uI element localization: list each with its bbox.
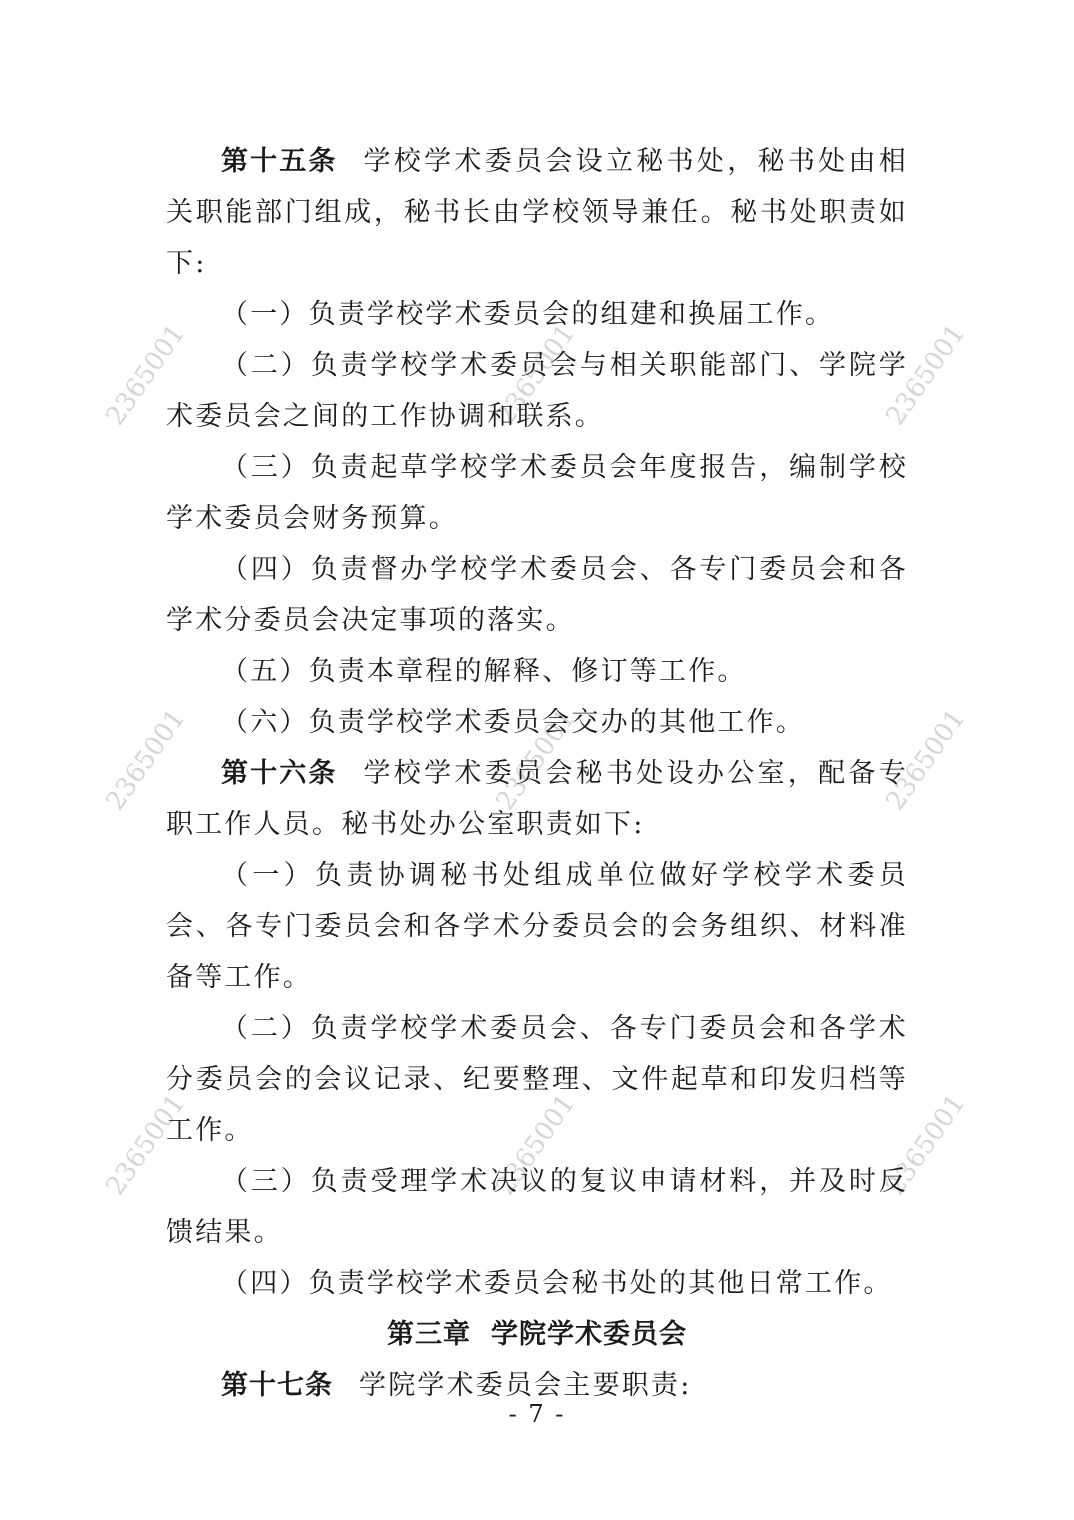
watermark: 2365001: [490, 703, 582, 817]
chapter-number: 第三章: [387, 1319, 471, 1350]
watermark: 2365001: [100, 703, 192, 817]
watermark: 2365001: [100, 318, 192, 432]
chapter-title: 学院学术委员会: [491, 1319, 687, 1350]
article-17: [166, 1360, 908, 1411]
chapter-heading: [166, 1309, 908, 1360]
list-item: （二）负责学校学术委员会、各专门委员会和各学术分委员会的会议记录、纪要整理、文件起草和印发归档等工作。: [166, 1013, 908, 1146]
document-body: [166, 136, 908, 1411]
watermark: 2365001: [880, 703, 972, 817]
list-item: （五）负责本章程的解释、修订等工作。: [221, 656, 747, 687]
article-15: [166, 136, 908, 289]
watermark: 2365001: [490, 1088, 582, 1202]
list-item: （四）负责督办学校学术委员会、各专门委员会和各学术分委员会决定事项的落实。: [166, 554, 908, 636]
article-label: 第十七条: [221, 1370, 333, 1401]
list-item: （六）负责学校学术委员会交办的其他工作。: [221, 707, 805, 738]
list-item: （三）负责受理学术决议的复议申请材料，并及时反馈结果。: [166, 1166, 908, 1248]
article-label: 第十五条: [221, 146, 338, 177]
list-item: （一）负责协调秘书处组成单位做好学校学术委员会、各专门委员会和各学术分委员会的会务组织、材料准备等工作。: [166, 860, 908, 993]
watermark: 2365001: [490, 318, 582, 432]
page-number: - 7 -: [508, 1400, 566, 1428]
article-label: 第十六条: [221, 758, 338, 789]
list-item: （四）负责学校学术委员会秘书处的其他日常工作。: [221, 1268, 893, 1299]
article-text: 学校学术委员会设立秘书处，秘书处由相关职能部门组成，秘书长由学校领导兼任。秘书处职责如下:: [166, 146, 909, 279]
watermark: 2365001: [880, 1088, 972, 1202]
list-item: （二）负责学校学术委员会与相关职能部门、学院学术委员会之间的工作协调和联系。: [166, 350, 908, 432]
watermark: 2365001: [100, 1088, 192, 1202]
article-16: [166, 748, 908, 850]
list-item: （三）负责起草学校学术委员会年度报告，编制学校学术委员会财务预算。: [166, 452, 908, 534]
list-item: （一）负责学校学术委员会的组建和换届工作。: [221, 299, 835, 330]
article-text: 学校学术委员会秘书处设办公室，配备专职工作人员。秘书处办公室职责如下:: [166, 758, 909, 840]
article-text: 学院学术委员会主要职责:: [359, 1370, 692, 1401]
watermark: 2365001: [880, 318, 972, 432]
